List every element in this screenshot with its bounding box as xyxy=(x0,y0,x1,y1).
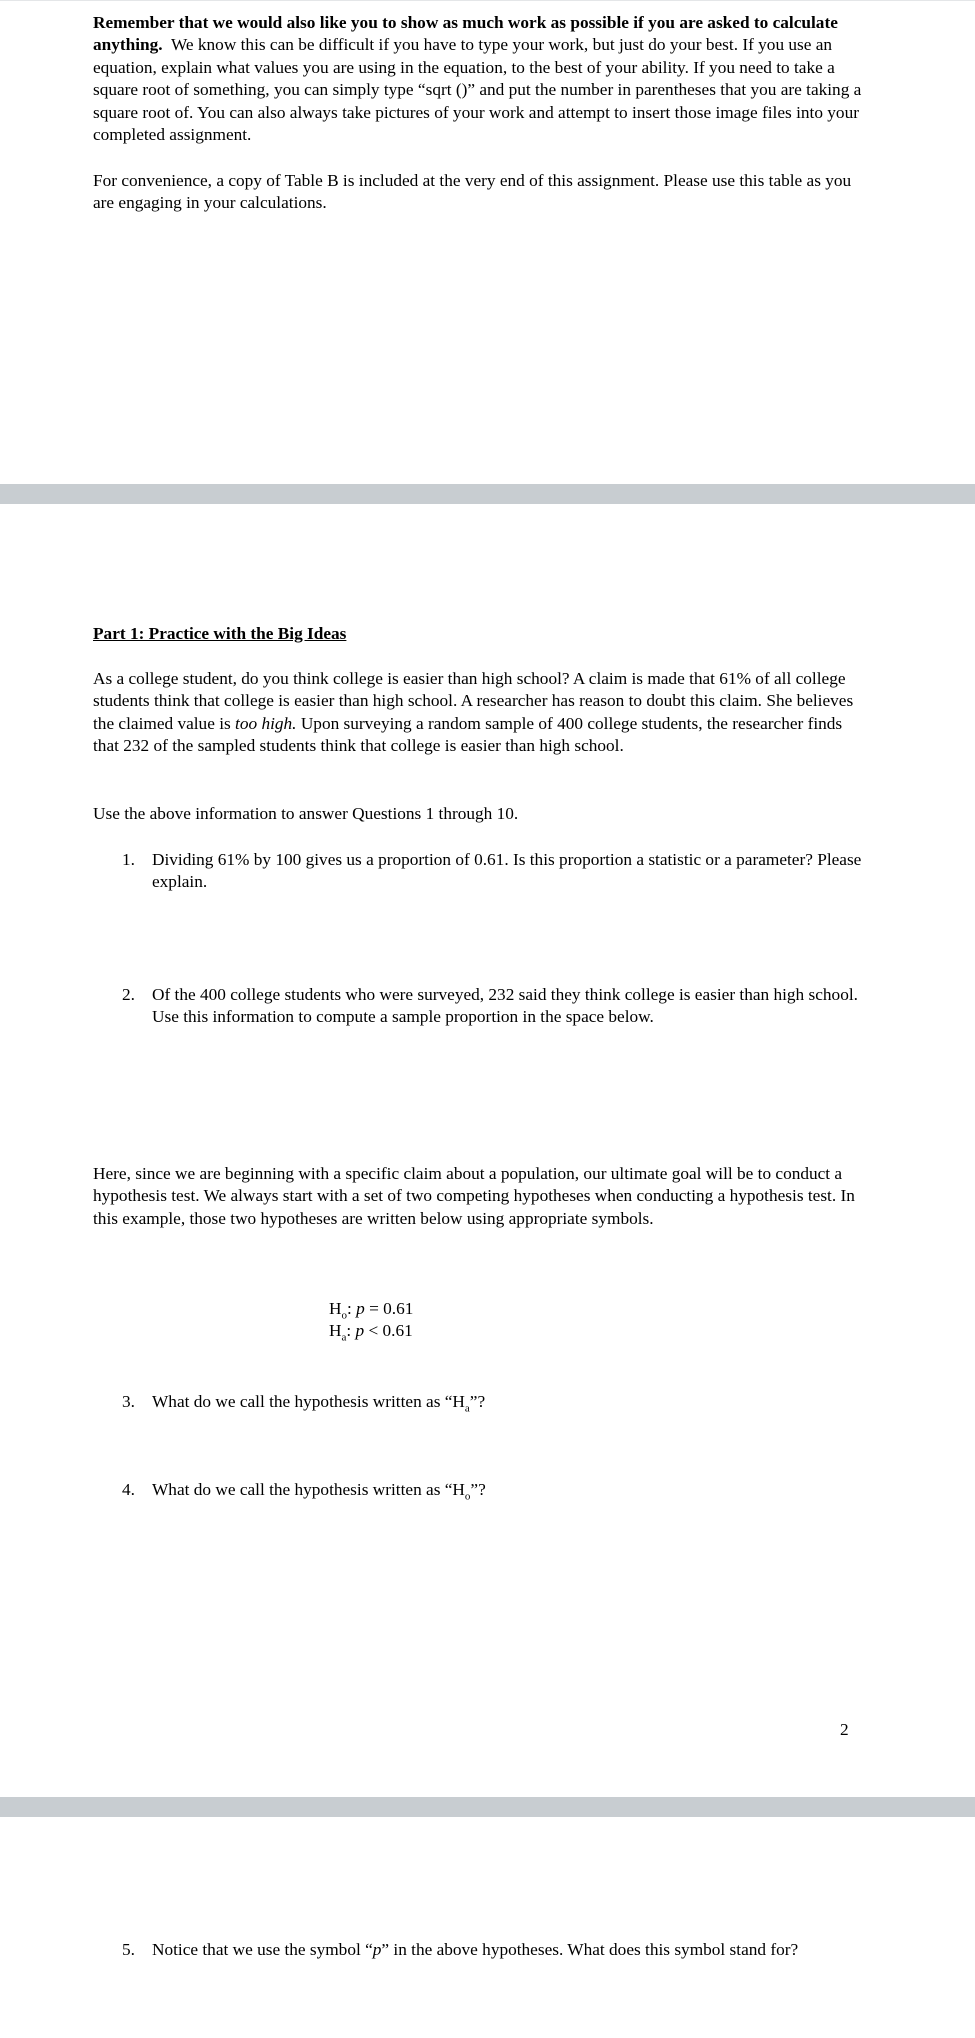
table-note-paragraph: For convenience, a copy of Table B is included at the very end of this assignment. Please use this table as you are engaging in your calculations. xyxy=(93,171,852,213)
document-page-1 xyxy=(0,0,975,484)
question-text xyxy=(152,1391,862,1420)
page-separator xyxy=(0,484,975,504)
intro-bold-text: Remember that we would also like you to show as much work as possible if you are asked to calculate anything. xyxy=(93,13,838,55)
h0-subscript: o xyxy=(341,1309,347,1322)
q3-text-post: ”? xyxy=(469,1392,486,1411)
question-text xyxy=(152,1939,862,1961)
q5-variable: p xyxy=(372,1940,382,1959)
question-number: 2. xyxy=(122,985,135,1004)
q5-text-post: ” in the above hypotheses. What does this symbol stand for? xyxy=(381,1940,799,1959)
document-page-2 xyxy=(0,504,975,1797)
h0-colon: : xyxy=(346,1299,357,1318)
ha-variable: p xyxy=(355,1321,365,1340)
ha-subscript: a xyxy=(341,1331,347,1344)
ha-letter: H xyxy=(329,1321,342,1340)
question-text xyxy=(152,1479,862,1508)
question-2 xyxy=(122,984,862,1029)
scenario-text-a: As a college student, do you think college is easier than high school? A claim is made that 61% of all college students think that college is easier than high school. A researcher has reason to doubt this claim. She believes the claimed value is xyxy=(93,669,854,733)
intro-text: We know this can be difficult if you have to type your work, but just do your best. If you use an equation, explain what values you are using in the equation, to the best of your ability. If you need to take a square root of something, you can simply type “sqrt ()” and put the number in parentheses that you are taking a square root of. You can also always take pictures of your work and attempt to insert those image files into your completed assignment. xyxy=(93,35,862,145)
q4-subscript: o xyxy=(464,1490,471,1503)
q4-text-pre: What do we call the hypothesis written as “H xyxy=(152,1480,465,1499)
hypothesis-intro-paragraph: Here, since we are beginning with a specific claim about a population, our ultimate goal will be to conduct a hypothesis test. We always start with a set of two competing hypotheses when conducting a hypothesis test. In this example, those two hypotheses are written below using appropriate symbols. xyxy=(93,1164,855,1228)
q3-text-pre: What do we call the hypothesis written as “H xyxy=(152,1392,465,1411)
question-1 xyxy=(122,849,862,894)
question-number: 4. xyxy=(122,1480,135,1499)
q3-subscript: a xyxy=(464,1402,470,1415)
question-4 xyxy=(122,1479,862,1508)
q5-text-pre: Notice that we use the symbol “ xyxy=(152,1940,373,1959)
scenario-text-b: Upon surveying a random sample of 400 college students, the researcher finds that 232 of the sampled students think that college is easier than high school. xyxy=(93,713,843,756)
page-top-border xyxy=(0,0,975,1)
ha-colon: : xyxy=(346,1321,356,1340)
question-number: 3. xyxy=(122,1392,135,1411)
instruction-paragraph: Use the above information to answer Questions 1 through 10. xyxy=(93,804,519,823)
question-text: Of the 400 college students who were surveyed, 232 said they think college is easier than high school. Use this information to compute a sample proportion in the space below. xyxy=(152,985,858,1027)
ha-relation: < 0.61 xyxy=(364,1321,413,1340)
scenario-emphasis: too high. xyxy=(235,713,297,733)
alternative-hypothesis xyxy=(329,1320,413,1349)
question-number: 1. xyxy=(122,850,135,869)
h0-relation: = 0.61 xyxy=(364,1299,414,1318)
page-separator xyxy=(0,1797,975,1817)
page-number: 2 xyxy=(840,1720,849,1739)
part-1-heading: Part 1: Practice with the Big Ideas xyxy=(93,624,347,643)
h0-letter: H xyxy=(329,1299,342,1318)
document-page-3 xyxy=(0,1817,975,2038)
question-5 xyxy=(122,1939,862,1961)
question-text: Dividing 61% by 100 gives us a proportion of 0.61. Is this proportion a statistic or a parameter? Please explain. xyxy=(152,850,862,892)
intro-paragraph xyxy=(93,12,863,146)
question-3 xyxy=(122,1391,862,1420)
q4-text-post: ”? xyxy=(470,1480,486,1499)
question-number: 5. xyxy=(122,1940,135,1959)
h0-variable: p xyxy=(356,1299,365,1318)
scenario-paragraph xyxy=(93,668,863,758)
